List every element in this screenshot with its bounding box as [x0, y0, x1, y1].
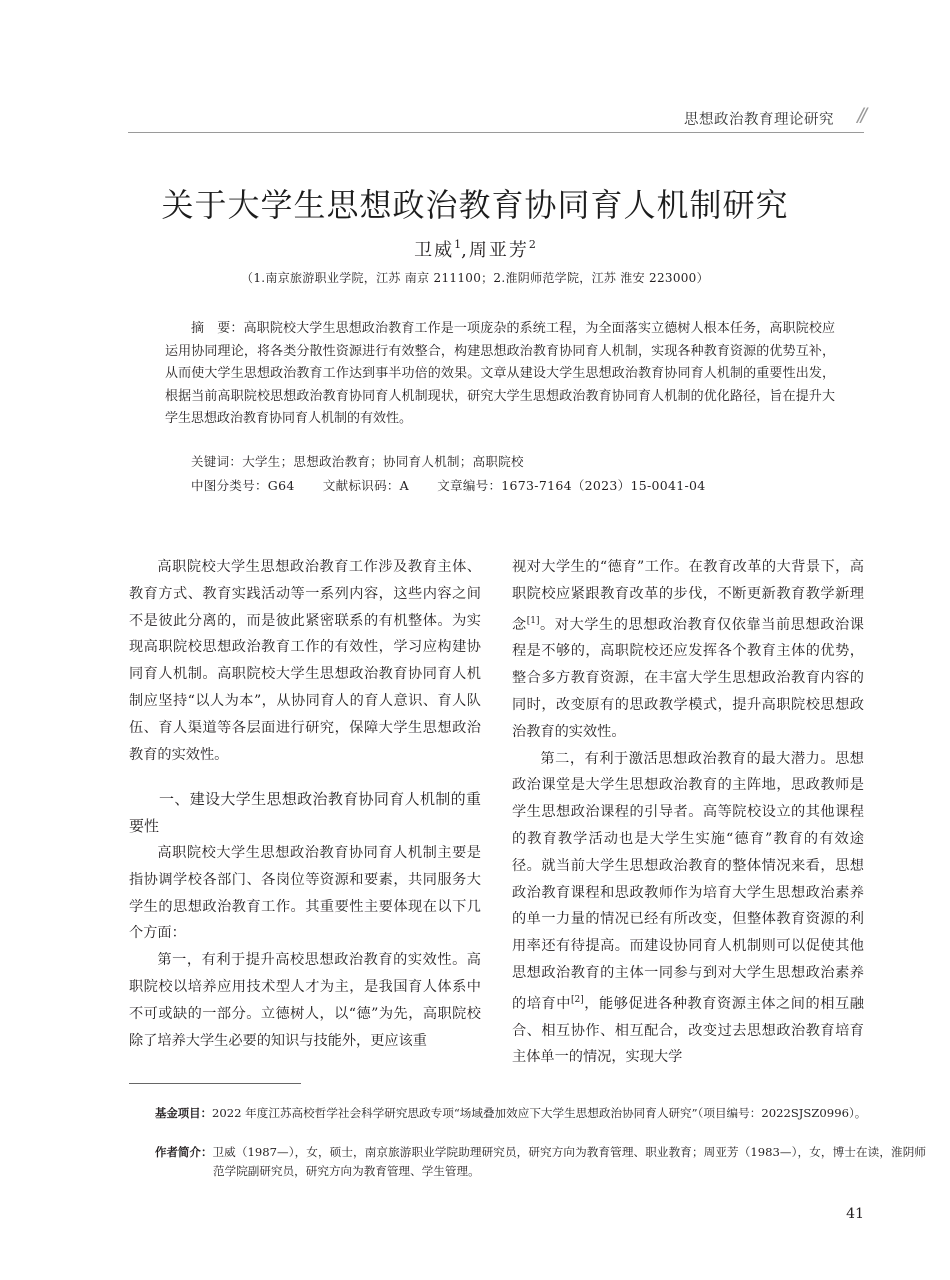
author-2: 周亚芳 [468, 240, 529, 261]
footnote-fund [155, 1104, 926, 1123]
citation-ref[interactable]: [2] [571, 994, 584, 1005]
affiliation: （1.南京旅游职业学院，江苏 南京 211100；2.淮阴师范学院，江苏 淮安 223000） [241, 271, 709, 285]
article-number: 文章编号：1673-7164（2023）15-0041-04 [437, 478, 706, 493]
paragraph [512, 746, 864, 1072]
classification-info [191, 476, 730, 494]
header-slash-ornament: // [857, 104, 864, 126]
running-header [128, 104, 864, 133]
abstract: 摘 要：高职院校大学生思想政治教育工作是一项庞杂的系统工程，为全面落实立德树人根本任务，高职院校应运用协同理论，将各类分散性资源进行有效整合，构建思想政治教育协同育人机制，实现各种教育资源的优势互补，从而使大学生思想政治教育工作达到事半功倍的效果。文章从建设大学生思想政治教育协同育人机制的重要性出发，根据当前高职院校思想政治教育协同育人机制现状，研究大学生思想政治教育协同育人机制的优化路径，旨在提升大学生思想政治教育协同育人机制的有效性。 [165, 321, 835, 427]
paragraph: 高职院校大学生思想政治教育工作涉及教育主体、教育方式、教育实践活动等一系列内容，这些内容之间不是彼此分离的，而是彼此紧密联系的有机整体。为实现高职院校思想政治教育工作的有效性，学习应构建协同育人机制。高职院校大学生思想政治教育协同育人机制应坚持“以人为本”，从协同育人的育人意识、育人队伍、育人渠道等各层面进行研究，保障大学生思想政治教育的实效性。 [129, 559, 481, 763]
page-number: 41 [846, 1206, 864, 1222]
fund-text: 2022 年度江苏高校哲学社会科学研究思政专项“场域叠加效应下大学生思想政治协同育人研究”（项目编号：2022SJSZ0996）。 [211, 1106, 867, 1120]
fund-label: 基金项目： [155, 1106, 212, 1120]
paragraph: 高职院校大学生思想政治教育协同育人机制主要是指协调学校各部门、各岗位等资源和要素，共同服务大学生的思想政治教育工作。其重要性主要体现在以下几个方面： [129, 844, 481, 942]
author-1-sup: 1 [454, 238, 462, 251]
author-separator: , [461, 240, 469, 261]
text-run: 视对大学生的“德育”工作。在教育改革的大背景下，高职院校应紧跟教育改革的步伐，不断更新教育教学新理念 [512, 559, 864, 633]
paragraph: 第一，有利于提升高校思想政治教育的实效性。高职院校以培养应用技术型人才为主，是我国育人体系中不可或缺的一部分。立德树人，以“德”为先，高职院校除了培养大学生必要的知识与技能外，更应该重 [129, 952, 481, 1049]
footnote-divider [129, 1083, 301, 1084]
footnote-author-bio [155, 1143, 926, 1180]
section-heading: 一、建设大学生思想政治教育协同育人机制的重要性 [129, 790, 481, 836]
body-column-left [129, 554, 481, 1054]
paragraph [512, 554, 864, 746]
body-column-right [512, 554, 864, 1071]
text-run: 第二，有利于激活思想政治教育的最大潜力。思想政治课堂是大学生思想政治教育的主阵地，思政教师是学生思想政治课程的引导者。高等院校设立的其他课程的教育教学活动也是大学生实施“德育”教育的有效途径。就当前大学生思想政治教育的整体情况来看，思想政治教育课程和思政教师作为培育大学生思想政治素养的单一力量的情况已经有所改变，但整体教育资源的利用率还有待提高。而建设协同育人机制则可以促使其他思想政治教育的主体一同参与到对大学生思想政治素养的培育中 [512, 750, 864, 1012]
section-title: 思想政治教育理论研究 [684, 112, 834, 128]
clc-number: 中图分类号：G64 [191, 478, 295, 493]
author-bio-text: 卫威（1987—），女，硕士，南京旅游职业学院助理研究员，研究方向为教育管理、职业教育；周亚芳（1983—），女，博士在读，淮阴师范学院副研究员，研究方向为教育管理、学生管理。 [212, 1145, 926, 1178]
author-1: 卫威 [414, 240, 455, 261]
author-2-sup: 2 [528, 238, 536, 251]
document-code: 文献标识码：A [322, 478, 410, 493]
authors [0, 236, 950, 262]
article-title: 关于大学生思想政治教育协同育人机制研究 [161, 186, 789, 224]
author-bio-label: 作者简介： [155, 1145, 213, 1159]
text-run: ，能够促进各种教育资源主体之间的相互融合、相互协作、相互配合，改变过去思想政治教育培育主体单一的情况，实现大学 [512, 995, 864, 1066]
citation-ref[interactable]: [1] [526, 615, 540, 626]
text-run: 。对大学生的思想政治教育仅依靠当前思想政治课程是不够的，高职院校还应发挥各个教育主体的优势，整合多方教育资源，在丰富大学生思想政治教育内容的同时，改变原有的思政教学模式，提升高职院校思想政治教育的实效性。 [512, 616, 864, 740]
keywords: 关键词：大学生；思想政治教育；协同育人机制；高职院校 [191, 454, 524, 469]
